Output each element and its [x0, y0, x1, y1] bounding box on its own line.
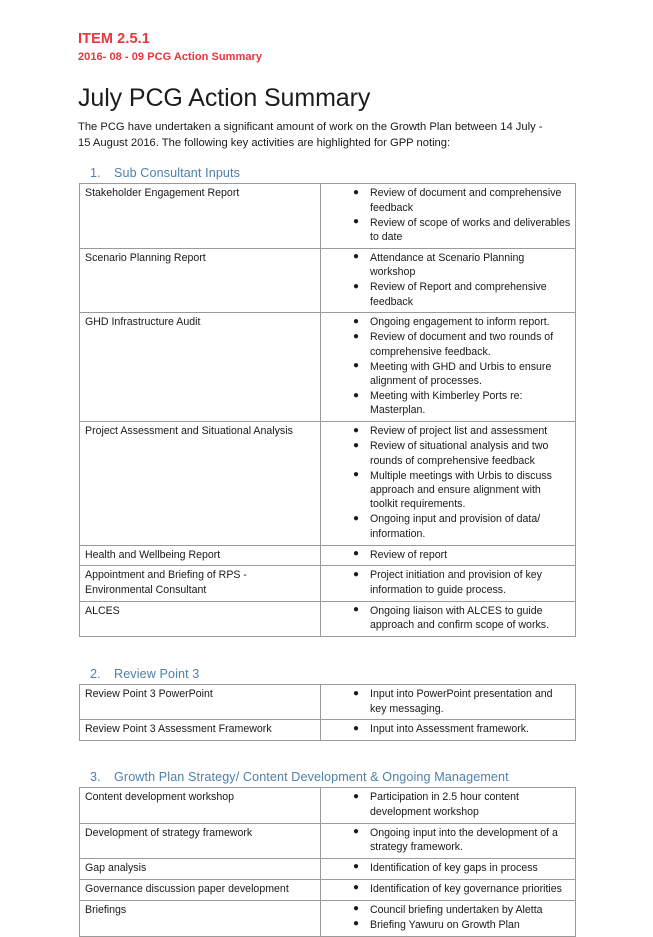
sections-container	[78, 166, 575, 936]
item-cell: Development of strategy framework	[80, 823, 321, 858]
action-list-item	[326, 918, 571, 932]
action-text: Council briefing undertaken by Aletta	[370, 903, 543, 916]
action-text: Attendance at Scenario Planning workshop	[370, 251, 525, 279]
item-cell: Briefings	[80, 900, 321, 936]
actions-cell	[321, 879, 576, 900]
bullet-icon: ●	[353, 903, 360, 915]
action-text: Review of document and two rounds of comprehensive feedback.	[370, 331, 554, 358]
action-list	[326, 568, 571, 597]
table-row	[80, 566, 576, 601]
section-title: Review Point 3	[114, 667, 200, 682]
actions-cell	[321, 720, 576, 741]
table-row	[80, 248, 576, 313]
bullet-icon: ●	[353, 186, 360, 198]
bullet-icon: ●	[353, 330, 360, 342]
document-header	[78, 30, 575, 152]
table-row	[80, 313, 576, 422]
item-cell: Governance discussion paper development	[80, 879, 321, 900]
action-text: Project initiation and provision of key information to guide process.	[370, 569, 542, 596]
section-heading	[78, 770, 575, 784]
action-list-item	[326, 330, 571, 359]
action-list-item	[326, 568, 571, 597]
page-title: July PCG Action Summary	[78, 84, 371, 113]
table-row	[80, 879, 576, 900]
action-list	[326, 722, 571, 736]
actions-cell	[321, 601, 576, 636]
bullet-icon: ●	[353, 790, 360, 802]
intro-paragraph: The PCG have undertaken a significant amount of work on the Growth Plan between 14 July - 15 August 2016. The following key activities are highlighted for GPP noting:	[78, 121, 543, 150]
action-list-item	[326, 512, 571, 541]
action-list-item	[326, 469, 571, 512]
activity-table	[79, 183, 576, 637]
action-text: Review of report	[370, 548, 448, 561]
item-cell: Health and Wellbeing Report	[80, 545, 321, 566]
action-list-item	[326, 722, 571, 736]
item-cell: Appointment and Briefing of RPS - Environmental Consultant	[80, 566, 321, 601]
action-list-item	[326, 280, 571, 309]
action-list-item	[326, 604, 571, 633]
action-list	[326, 882, 571, 896]
item-cell: Scenario Planning Report	[80, 248, 321, 313]
action-text: Ongoing input into the development of a strategy framework.	[370, 826, 558, 854]
actions-cell	[321, 900, 576, 936]
table-row	[80, 823, 576, 858]
bullet-icon: ●	[353, 548, 360, 560]
action-text: Review of document and comprehensive feedback	[370, 187, 562, 214]
bullet-icon: ●	[353, 469, 360, 481]
action-text: Review of scope of works and deliverables to date	[370, 216, 571, 243]
action-list-item	[326, 826, 571, 855]
activity-table	[79, 684, 576, 741]
bullet-icon: ●	[353, 439, 360, 451]
bullet-icon: ●	[353, 512, 360, 524]
bullet-icon: ●	[353, 360, 360, 372]
table-row	[80, 422, 576, 545]
bullet-icon: ●	[353, 216, 360, 228]
item-reference: ITEM 2.5.1	[78, 31, 150, 47]
action-list-item	[326, 790, 571, 819]
action-list-item	[326, 548, 571, 562]
item-cell: Content development workshop	[80, 788, 321, 823]
actions-cell	[321, 248, 576, 313]
action-text: Briefing Yawuru on Growth Plan	[370, 918, 520, 931]
action-text: Input into PowerPoint presentation and key messaging.	[370, 688, 553, 715]
bullet-icon: ●	[353, 882, 360, 894]
action-text: Ongoing engagement to inform report.	[370, 316, 550, 329]
bullet-icon: ●	[353, 918, 360, 930]
action-text: Review of Report and comprehensive feedback	[370, 281, 547, 308]
action-list-item	[326, 315, 571, 329]
section-spacer	[78, 741, 575, 756]
bullet-icon: ●	[353, 568, 360, 580]
bullet-icon: ●	[353, 424, 360, 436]
actions-cell	[321, 788, 576, 823]
action-text: Participation in 2.5 hour content development workshop	[370, 791, 519, 818]
action-list-item	[326, 389, 571, 418]
table-row	[80, 720, 576, 741]
section-title: Sub Consultant Inputs	[114, 166, 241, 181]
section-number: 3.	[90, 770, 101, 785]
bullet-icon: ●	[353, 251, 360, 263]
item-cell: Gap analysis	[80, 858, 321, 879]
action-list	[326, 687, 571, 716]
table-row	[80, 788, 576, 823]
item-cell: Review Point 3 Assessment Framework	[80, 720, 321, 741]
bullet-icon: ●	[353, 826, 360, 838]
action-list-item	[326, 882, 571, 896]
bullet-icon: ●	[353, 722, 360, 734]
bullet-icon: ●	[353, 604, 360, 616]
bullet-icon: ●	[353, 687, 360, 699]
action-list	[326, 548, 571, 562]
action-list	[326, 604, 571, 633]
section-title: Growth Plan Strategy/ Content Development & Ongoing Management	[114, 770, 509, 785]
section-heading	[78, 667, 575, 681]
table-row	[80, 685, 576, 720]
actions-cell	[321, 313, 576, 422]
activity-table	[79, 787, 576, 936]
action-text: Multiple meetings with Urbis to discuss approach and ensure alignment with toolkit requirements.	[370, 469, 552, 511]
action-list-item	[326, 903, 571, 917]
action-text: Meeting with Kimberley Ports re: Masterplan.	[370, 390, 523, 417]
action-text: Identification of key gaps in process	[370, 861, 538, 874]
actions-cell	[321, 858, 576, 879]
action-text: Review of project list and assessment	[370, 425, 548, 438]
item-cell: Review Point 3 PowerPoint	[80, 685, 321, 720]
table-row	[80, 900, 576, 936]
table-row	[80, 601, 576, 636]
item-subtitle: 2016- 08 - 09 PCG Action Summary	[78, 51, 262, 64]
action-list-item	[326, 439, 571, 468]
action-list-item	[326, 687, 571, 716]
table-row	[80, 184, 576, 249]
bullet-icon: ●	[353, 861, 360, 873]
item-cell: Project Assessment and Situational Analysis	[80, 422, 321, 545]
action-list-item	[326, 186, 571, 215]
action-text: Review of situational analysis and two rounds of comprehensive feedback	[370, 440, 549, 467]
section-spacer	[78, 637, 575, 653]
action-list	[326, 861, 571, 875]
item-cell: Stakeholder Engagement Report	[80, 184, 321, 249]
action-list	[326, 251, 571, 309]
bullet-icon: ●	[353, 280, 360, 292]
table-row	[80, 545, 576, 566]
item-cell: ALCES	[80, 601, 321, 636]
action-list-item	[326, 424, 571, 438]
bullet-icon: ●	[353, 315, 360, 327]
action-text: Ongoing input and provision of data/ information.	[370, 513, 541, 540]
actions-cell	[321, 685, 576, 720]
actions-cell	[321, 823, 576, 858]
action-list-item	[326, 216, 571, 245]
section-heading	[78, 166, 575, 180]
action-list-item	[326, 861, 571, 875]
actions-cell	[321, 422, 576, 545]
action-list	[326, 790, 571, 819]
action-text: Identification of key governance priorities	[370, 882, 562, 895]
actions-cell	[321, 184, 576, 249]
actions-cell	[321, 566, 576, 601]
bullet-icon: ●	[353, 389, 360, 401]
action-text: Meeting with GHD and Urbis to ensure alignment of processes.	[370, 360, 552, 388]
action-list	[326, 826, 571, 855]
action-list	[326, 315, 571, 417]
action-list	[326, 424, 571, 541]
item-cell: GHD Infrastructure Audit	[80, 313, 321, 422]
section-number: 2.	[90, 667, 101, 682]
action-list	[326, 903, 571, 932]
action-list-item	[326, 251, 571, 280]
actions-cell	[321, 545, 576, 566]
action-list-item	[326, 360, 571, 389]
section-number: 1.	[90, 166, 101, 181]
action-list	[326, 186, 571, 244]
table-row	[80, 858, 576, 879]
action-text: Ongoing liaison with ALCES to guide approach and confirm scope of works.	[370, 604, 550, 632]
action-text: Input into Assessment framework.	[370, 723, 529, 736]
